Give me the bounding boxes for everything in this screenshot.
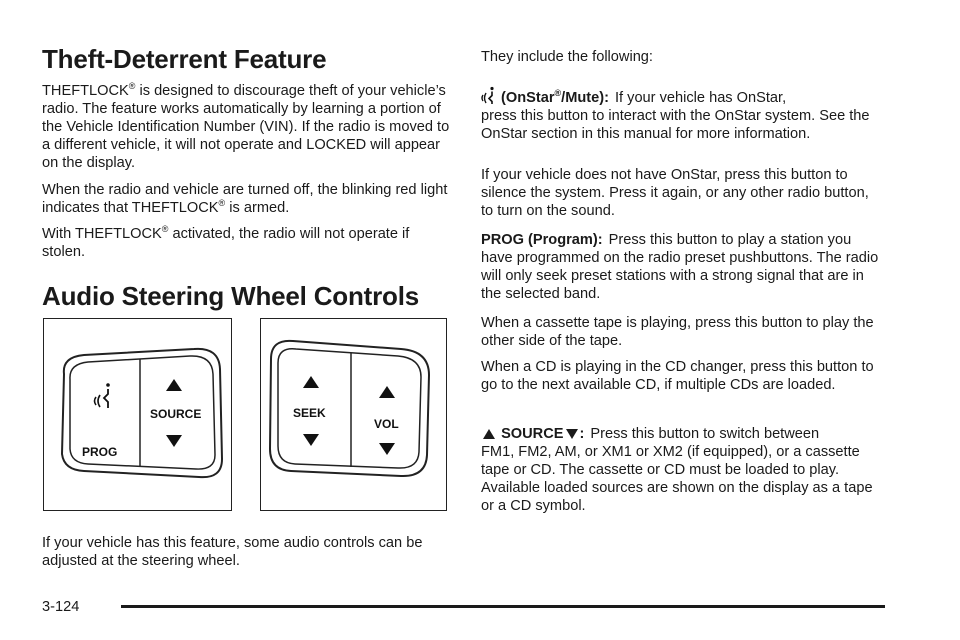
source-down-arrow-icon bbox=[166, 435, 182, 447]
paragraph-theftlock-intro: THEFTLOCK® is designed to discourage theft of your vehicle’s radio. The feature works automatically by learning a portion of the Vehicle Identification Number (VIN). If the radio is moved to a different vehicle, it will not operate and LOCKED will appear on the display. bbox=[42, 81, 450, 171]
onstar-icon bbox=[481, 90, 501, 106]
up-arrow-icon bbox=[483, 429, 495, 439]
figure-steering-controls-right bbox=[260, 318, 447, 511]
source-up-arrow-icon bbox=[166, 379, 182, 391]
heading-audio-steering-wheel: Audio Steering Wheel Controls bbox=[42, 281, 419, 311]
source-label: SOURCE bbox=[150, 407, 202, 421]
footer-rule bbox=[121, 605, 885, 608]
paragraph-cd: When a CD is playing in the CD changer, press this button to go to the next available CD, if multiple CDs are loaded. bbox=[481, 359, 874, 393]
intro-text: They include the following: bbox=[481, 49, 653, 65]
seek-up-arrow-icon bbox=[303, 376, 319, 388]
page-number: 3-124 bbox=[42, 599, 80, 615]
paragraph-theftlock-activated: With THEFTLOCK® activated, the radio will not operate if stolen. bbox=[42, 224, 410, 260]
figure-caption: If your vehicle has this feature, some audio controls can be adjusted at the steering wheel. bbox=[42, 535, 423, 569]
figure-steering-controls-left bbox=[43, 318, 232, 511]
paragraph-mute: If your vehicle does not have OnStar, press this button to silence the system. Press it again, or any other radio button, to turn on the sound. bbox=[481, 167, 869, 219]
paragraph-prog: PROG (Program): Press this button to play a station you have programmed on the radio preset pushbuttons. The radio will only seek preset stations with a strong signal that are in the selected band. bbox=[481, 232, 879, 302]
prog-label: PROG bbox=[82, 445, 118, 459]
vol-down-arrow-icon bbox=[379, 443, 395, 455]
heading-theft-deterrent: Theft-Deterrent Feature bbox=[42, 44, 327, 74]
paragraph-source: SOURCE : Press this button to switch between FM1, FM2, AM, or XM1 or XM2 (if equipped), or a cassette tape or CD. The cassette or CD must be loaded to play. Available loaded sources are shown on the display as a tape or a CD symbol. bbox=[481, 426, 873, 514]
paragraph-blinking-light: When the radio and vehicle are turned off, the blinking red light indicates that THEFTLOCK® is armed. bbox=[42, 182, 448, 216]
paragraph-cassette: When a cassette tape is playing, press this button to play the other side of the tape. bbox=[481, 315, 874, 349]
vol-up-arrow-icon bbox=[379, 386, 395, 398]
down-arrow-icon bbox=[566, 429, 578, 439]
onstar-icon bbox=[95, 383, 110, 408]
seek-down-arrow-icon bbox=[303, 434, 319, 446]
seek-label: SEEK bbox=[293, 406, 326, 420]
vol-label: VOL bbox=[374, 417, 399, 431]
paragraph-onstar: (OnStar®/Mute): If your vehicle has OnStar, press this button to interact with the OnStar system. See the OnStar section in this manual for more information. bbox=[481, 88, 870, 142]
